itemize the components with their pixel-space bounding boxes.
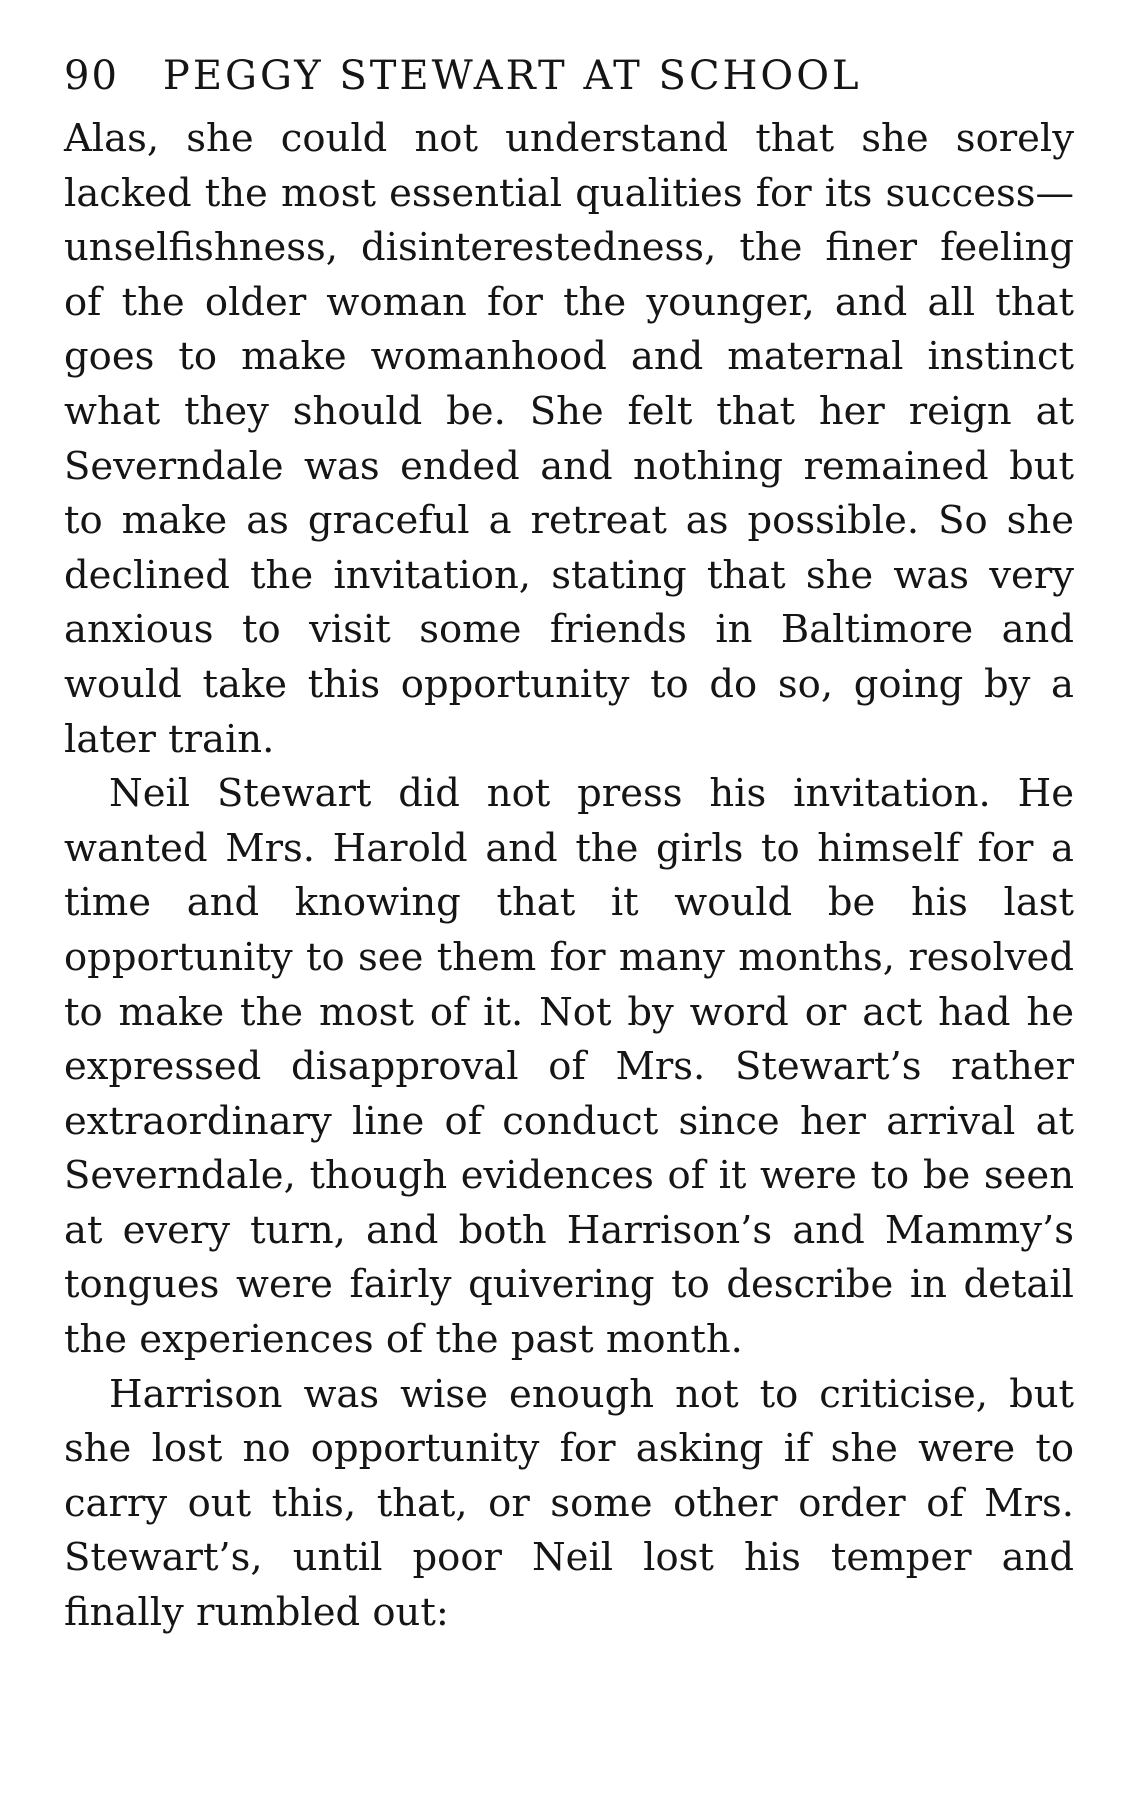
paragraph-1: Alas, she could not understand that she sorely lacked the most essential qualities for its success—unselfishness, disinterestedness, the finer feeling of the older woman for the younger, and all that goes to make womanhood and maternal instinct what they should be. She felt that her reign at Severndale was ended and nothing remained but to make as graceful a retreat as possible. So she declined the invitation, stating that she was very anxious to visit some friends in Baltimore and would take this opportunity to do so, going by a later train. <box>64 116 1074 762</box>
paragraph-2: Neil Stewart did not press his invitation. He wanted Mrs. Harold and the girls to himself for a time and knowing that it would be his last opportunity to see them for many months, resolved to make the most of it. Not by word or act had he expressed disapproval of Mrs. Stewart’s rather extraordinary line of conduct since her arrival at Severndale, though evidences of it were to be seen at every turn, and both Harrison’s and Mammy’s tongues were fairly quivering to describe in detail the experiences of the past month. <box>64 771 1074 1363</box>
body-text <box>64 112 1074 1641</box>
book-page <box>64 52 1074 1641</box>
page-number: 90 <box>64 53 119 99</box>
running-header <box>64 52 1074 100</box>
running-title: PEGGY STEWART AT SCHOOL <box>162 53 862 99</box>
paragraph-3: Harrison was wise enough not to criticise, but she lost no opportunity for asking if she were to carry out this, that, or some other order of Mrs. Stewart’s, until poor Neil lost his temper and finally rumbled out: <box>64 1371 1074 1636</box>
